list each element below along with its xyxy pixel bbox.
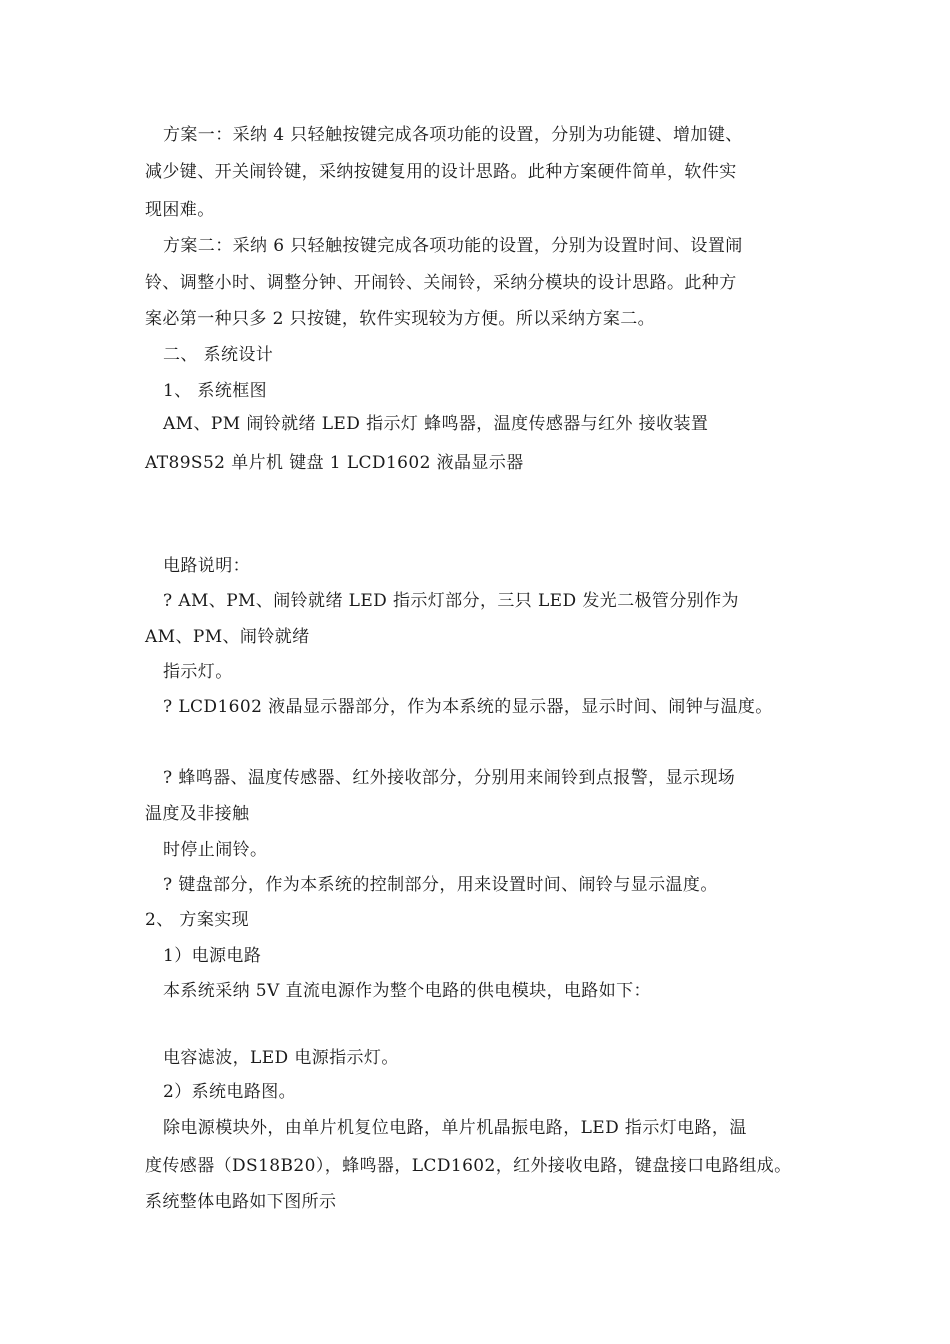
text-system-circuit-2: 度传感器（DS18B20），蜂鸣器，LCD1602，红外接收电路，键盘接口电路组成。 <box>145 1156 792 1176</box>
text-capacitor-filter: 电容滤波，LED 电源指示灯。 <box>163 1048 399 1068</box>
section-heading-system-design: 二、 系统设计 <box>163 345 274 365</box>
note-led-3: 指示灯。 <box>163 662 233 682</box>
subheading-block-diagram: 1、 系统框图 <box>163 381 268 401</box>
text-line-plan-one-1: 方案一：采纳 4 只轻触按键完成各项功能的设置，分别为功能键、增加键、 <box>163 125 743 145</box>
diagram-labels-line-2: AT89S52 单片机 键盘 1 LCD1602 液晶显示器 <box>145 453 524 473</box>
text-line-plan-two-2: 铃、调整小时、调整分钟、开闹铃、关闹铃，采纳分模块的设计思路。此种方 <box>145 273 737 293</box>
subheading-system-circuit: 2）系统电路图。 <box>163 1082 297 1102</box>
subheading-implementation: 2、 方案实现 <box>145 910 250 930</box>
text-system-circuit-1: 除电源模块外，由单片机复位电路，单片机晶振电路，LED 指示灯电路，温 <box>163 1118 747 1138</box>
note-buzzer-2: 温度及非接触 <box>145 804 250 824</box>
diagram-labels-line-1: AM、PM 闹铃就绪 LED 指示灯 蜂鸣器，温度传感器与红外 接收装置 <box>163 414 709 434</box>
text-system-circuit-3: 系统整体电路如下图所示 <box>145 1192 337 1212</box>
note-led-2: AM、PM、闹铃就绪 <box>145 627 310 647</box>
text-line-plan-two-1: 方案二：采纳 6 只轻触按键完成各项功能的设置，分别为设置时间、设置闹 <box>163 236 743 256</box>
note-led-1: ? AM、PM、闹铃就绪 LED 指示灯部分，三只 LED 发光二极管分别作为 <box>163 591 739 611</box>
text-line-plan-one-2: 减少键、开关闹铃键，采纳按键复用的设计思路。此种方案硬件简单，软件实 <box>145 162 737 182</box>
note-buzzer-1: ? 蜂鸣器、温度传感器、红外接收部分，分别用来闹铃到点报警，显示现场 <box>163 768 736 788</box>
text-power-supply: 本系统采纳 5V 直流电源作为整个电路的供电模块，电路如下： <box>163 981 651 1001</box>
note-buzzer-3: 时停止闹铃。 <box>163 840 268 860</box>
text-line-plan-one-3: 现困难。 <box>145 200 215 220</box>
text-line-plan-two-3: 案必第一种只多 2 只按键，软件实现较为方便。所以采纳方案二。 <box>145 309 656 329</box>
subheading-power-circuit: 1）电源电路 <box>163 946 262 966</box>
note-keyboard: ? 键盘部分，作为本系统的控制部分，用来设置时间、闹铃与显示温度。 <box>163 875 718 895</box>
circuit-notes-heading: 电路说明： <box>163 556 250 576</box>
note-lcd: ? LCD1602 液晶显示器部分，作为本系统的显示器，显示时间、闹钟与温度。 <box>163 697 773 717</box>
